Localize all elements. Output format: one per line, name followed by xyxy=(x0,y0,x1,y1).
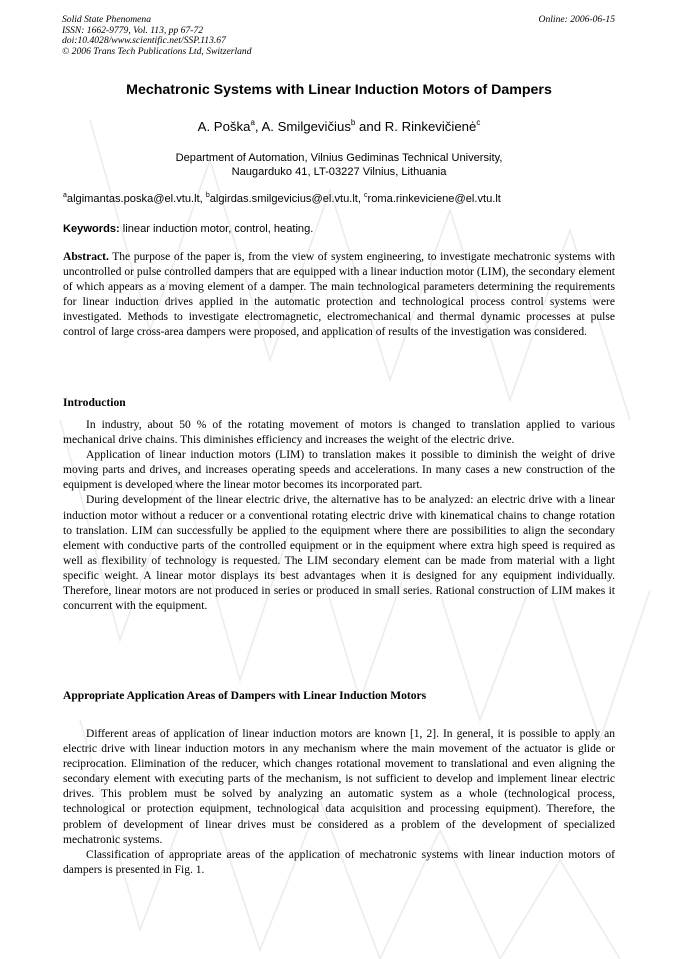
email-mark: a xyxy=(63,192,67,199)
paragraph: Different areas of application of linear induction motors are known [1, 2]. In general, it is possible to apply an electric drive with linear induction motors in any mechanism where the main movement of the actuator is glide or reciprocation. Elimination of the reducer, which changes rotational movement to translational and even aligning the secondary element with executing parts of the mechanism, is not sufficient to develop and implement linear electric drives. This problem must be solved by analyzing an automatic system as a whole (technological process, technological or protection equipment, technological data acquisition and processing equipment). Therefore, the problem of development of linear drives must be considered as a problem of the development of specialized mechatronic systems. xyxy=(63,728,615,846)
section-heading-introduction: Introduction xyxy=(63,397,126,409)
keywords-text: linear induction motor, control, heating. xyxy=(119,223,314,235)
email-link[interactable]: algimantas.poska@el.vtu.lt xyxy=(66,193,200,205)
author-list xyxy=(0,118,678,134)
abstract xyxy=(63,250,615,341)
journal-header xyxy=(62,15,252,57)
author-affiliation-mark: c xyxy=(476,118,481,127)
email-separator: , xyxy=(199,193,206,205)
author-separator: , xyxy=(254,119,262,134)
abstract-text: The purpose of the paper is, from the view of system engineering, to investigate mechatronic systems with uncontrolled or pulse controlled dampers that are equipped with a linear induction motor (LIM), the secondary element of which appears as a moving element of a damper. The main technological parameters determining the requirements for linear induction drives applied in the automatic protection and technological process control systems were investigated. Methods to investigate electromagnetic, electromechanical and thermal dynamic processes at pulse control of large cross-area dampers were proposed, and application of results of the investigation was considered. xyxy=(63,251,615,339)
email-mark: b xyxy=(205,192,210,199)
journal-doi: doi:10.4028/www.scientific.net/SSP.113.67 xyxy=(62,35,226,47)
paper-title: Mechatronic Systems with Linear Induction Motors of Dampers xyxy=(126,82,552,98)
online-date: Online: 2006-06-15 xyxy=(538,14,615,25)
journal-copyright: © 2006 Trans Tech Publications Ltd, Switzerland xyxy=(62,45,252,57)
email-link[interactable]: roma.rinkeviciene@el.vtu.lt xyxy=(367,193,501,205)
keywords-label: Keywords: xyxy=(63,223,120,235)
email-separator: , xyxy=(357,193,365,205)
abstract-paragraph xyxy=(63,250,615,341)
keywords xyxy=(63,223,313,235)
affiliation-line: Naugarduko 41, LT-03227 Vilnius, Lithuania xyxy=(231,166,447,178)
paragraph: Classification of appropriate areas of the application of mechatronic systems with linear induction motors of dampers is presented in Fig. 1. xyxy=(63,848,615,876)
author-name: A. Smilgevičius xyxy=(261,119,351,134)
email-link[interactable]: algirdas.smilgevicius@el.vtu.lt xyxy=(209,193,358,205)
email-mark: c xyxy=(364,192,368,199)
paragraph: During development of the linear electric drive, the alternative has to be analyzed: an electric drive with a linear induction motor without a reducer or a conventional rotating electric drive with kinematical chains to change rotation to translation. LIM can successfully be applied to the equipment where there are possibilities to align the secondary element with conductive parts of the controlled equipment or in the equipment where extra high speed is required as well as flexibility of technology is requested. The LIM secondary element can be made from material with a light specific weight. A linear motor displays its best advantages when it is designed for any equipment individually. Therefore, linear motors are not produced in series or produced in small series. Rational construction of LIM makes it concurrent with the equipment. xyxy=(63,494,615,613)
author-separator: and xyxy=(355,119,385,134)
introduction-section xyxy=(63,418,615,614)
application-areas-section xyxy=(63,727,615,878)
author-name: R. Rinkevičienė xyxy=(384,119,477,134)
author-affiliation-mark: a xyxy=(250,118,255,127)
author-affiliation-mark: b xyxy=(350,118,356,127)
journal-name: Solid State Phenomena xyxy=(62,14,151,25)
journal-issn: ISSN: 1662-9779, Vol. 113, pp 67-72 xyxy=(62,24,204,36)
affiliation xyxy=(0,151,678,179)
paragraph: Application of linear induction motors (LIM) to translation makes it possible to diminish the weight of drive moving parts and drives, and increases operating speeds and accelerations. In many cases a new construction of the equipment is developed where the linear motor becomes its incorporated part. xyxy=(63,449,615,492)
affiliation-line: Department of Automation, Vilnius Gediminas Technical University, xyxy=(175,152,503,164)
author-name: A. Poška xyxy=(197,119,251,134)
paragraph: In industry, about 50 % of the rotating movement of motors is changed to translation applied to various mechanical drive chains. This diminishes efficiency and increases the weight of the electric drive. xyxy=(63,419,615,447)
email-list xyxy=(63,192,501,205)
section-heading-application-areas: Appropriate Application Areas of Dampers with Linear Induction Motors xyxy=(63,690,427,702)
abstract-label: Abstract. xyxy=(63,251,109,263)
